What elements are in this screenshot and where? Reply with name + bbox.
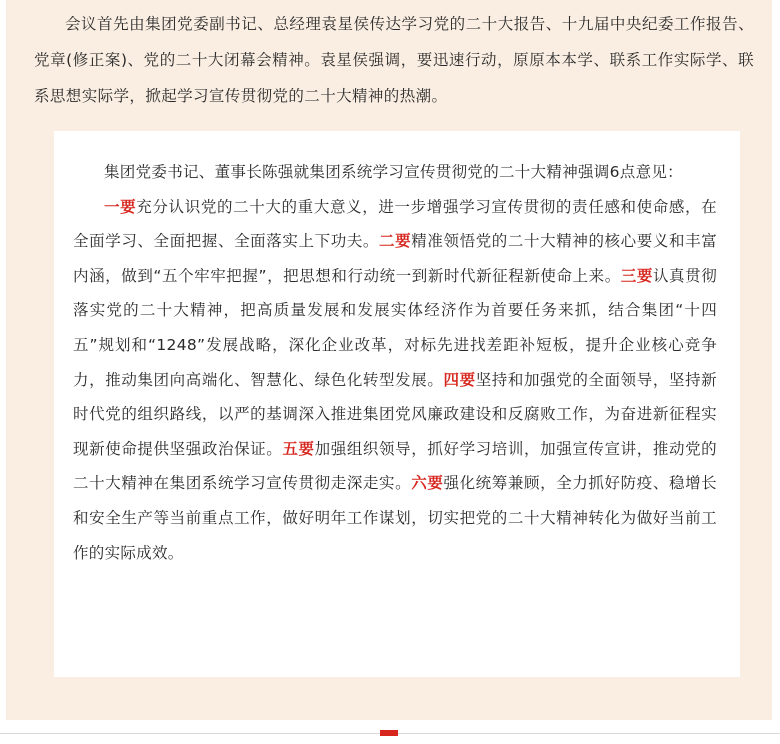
point-label-2: 二要 [379,232,412,251]
point-text-1: 充分认识党的二十大的重大意义，进一步增强学习宣传贯彻的责任感和使命感，在全面学习、全面把握、全面落实上下功夫。 [73,197,717,251]
card-lead: 集团党委书记、董事长陈强就集团系统学习宣传贯彻党的二十大精神强调6点意见： [104,163,683,181]
point-text-5: 加强组织领导，抓好学习培训，加强宣传宣讲，推动党的二十大精神在集团系统学习宣传贯彻走深走实。 [73,439,717,493]
point-label-4: 四要 [443,370,476,389]
footer-accent-mark [380,730,398,736]
highlight-card [54,131,740,677]
point-text-4: 坚持和加强党的全面领导，坚持新时代党的组织路线，以严的基调深入推进集团党风廉政建设和反腐败工作，为奋进新征程实现新使命提供坚强政治保证。 [73,370,717,458]
point-text-6: 强化统筹兼顾，全力抓好防疫、稳增长和安全生产等当前重点工作，做好明年工作谋划，切实把党的二十大精神转化为做好当前工作的实际成效。 [73,474,717,562]
intro-paragraph: 会议首先由集团党委副书记、总经理袁星侯传达学习党的二十大报告、十九届中央纪委工作报告、党章(修正案)、党的二十大闭幕会精神。袁星侯强调，要迅速行动，原原本本学、联系工作实际学、联系思想实际学，掀起学习宣传贯彻党的二十大精神的热潮。 [34,15,754,105]
point-label-5: 五要 [282,439,315,458]
card-text [73,155,717,570]
points-paragraph [73,190,717,571]
point-text-2: 精准领悟党的二十大精神的核心要义和丰富内涵，做到“五个牢牢把握”，把思想和行动统一到新时代新征程新使命上来。 [73,232,717,285]
point-label-6: 六要 [411,474,444,493]
outer-panel [6,0,772,720]
point-label-3: 三要 [620,266,653,285]
point-text-3: 认真贯彻落实党的二十大精神，把高质量发展和发展实体经济作为首要任务来抓，结合集团“十四五”规划和“1248”发展战略，深化企业改革，对标先进找差距补短板，提升企业核心竞争力，推动集团向高端化、智慧化、绿色化转型发展。 [73,266,718,389]
point-label-1: 一要 [104,197,137,216]
